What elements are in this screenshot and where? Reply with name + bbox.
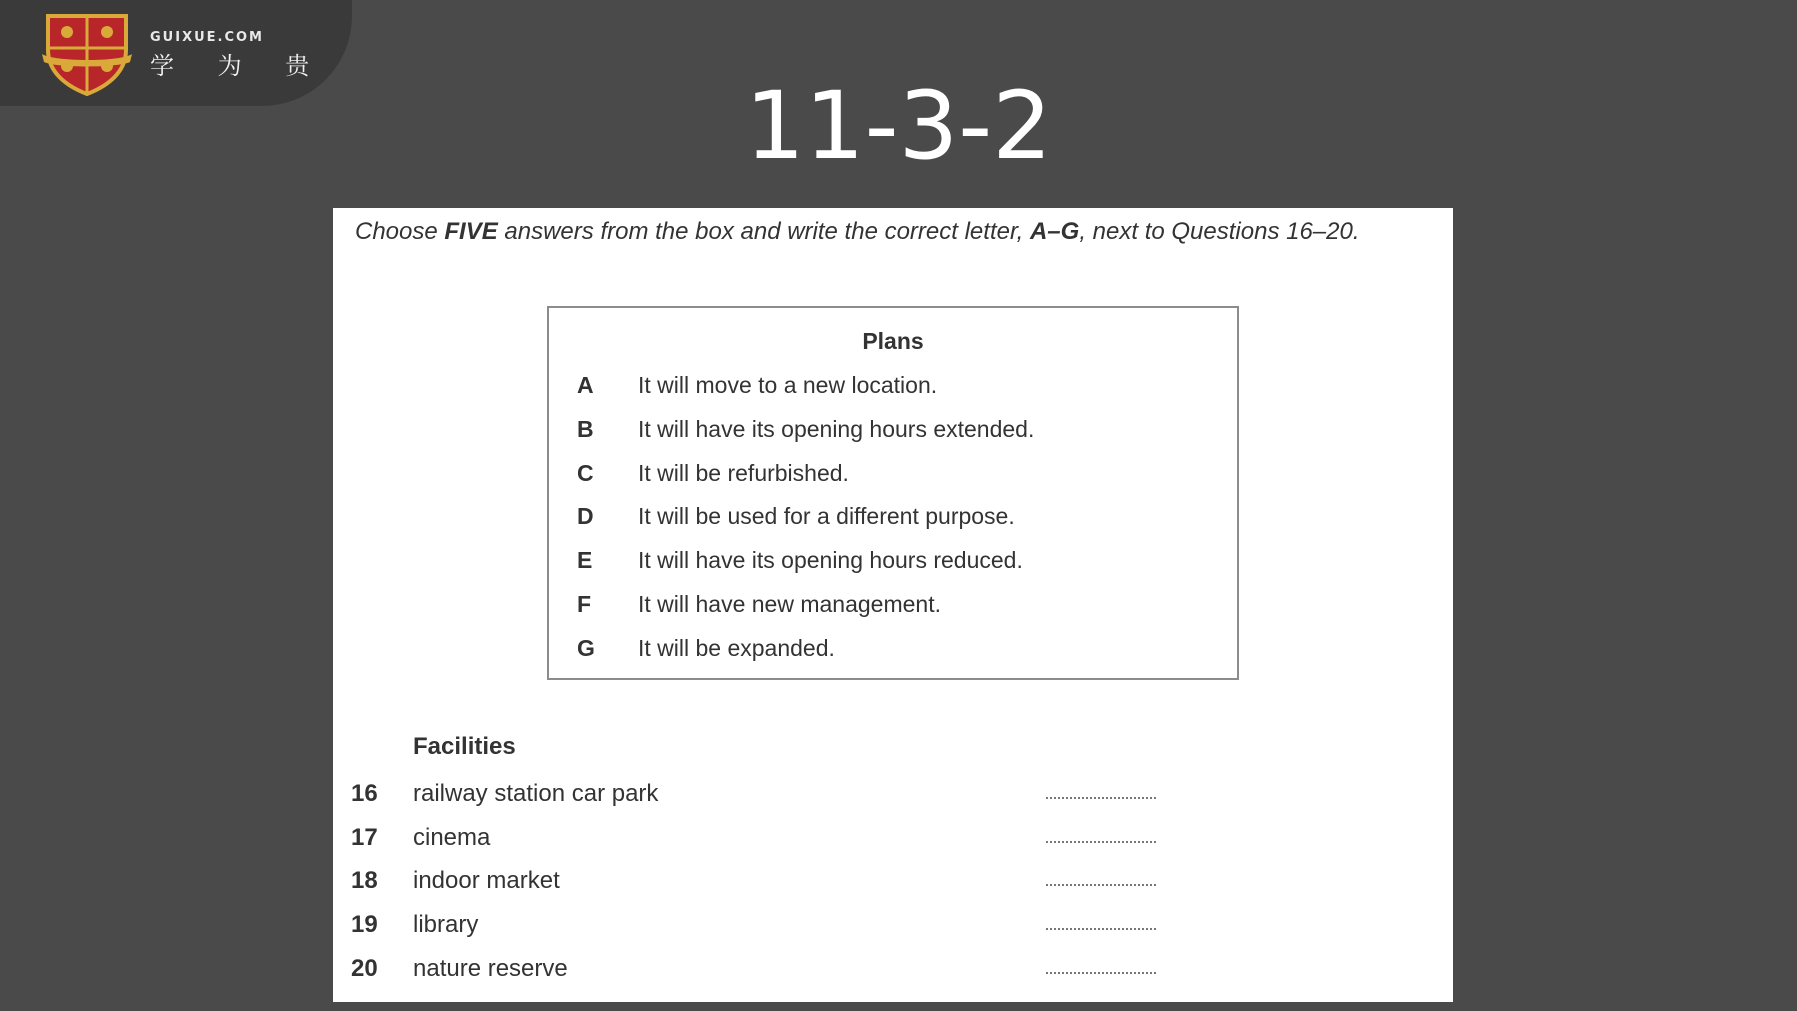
plan-option-a xyxy=(577,370,937,400)
instruction-suffix: , next to Questions 16–20. xyxy=(1079,218,1360,245)
instruction-range: A–G xyxy=(1029,218,1080,245)
plan-letter: B xyxy=(577,416,594,442)
plan-option-f xyxy=(577,589,941,619)
slide-title: 11-3-2 xyxy=(744,72,1053,181)
instruction-prefix: Choose xyxy=(355,218,445,245)
answer-blank-16[interactable] xyxy=(1046,797,1156,799)
facility-label: cinema xyxy=(413,824,491,851)
facility-label: indoor market xyxy=(413,867,560,894)
question-number: 20 xyxy=(351,955,378,982)
plan-option-c xyxy=(577,458,849,488)
facility-label: nature reserve xyxy=(413,955,568,982)
instruction-five: FIVE xyxy=(444,218,498,245)
logo-domain-text: GUIXUE.COM xyxy=(150,30,264,45)
plan-text: It will have its opening hours extended. xyxy=(638,416,1035,442)
plans-box xyxy=(547,306,1239,680)
answer-blank-19[interactable] xyxy=(1046,928,1156,930)
plan-text: It will have new management. xyxy=(638,591,941,617)
question-number: 16 xyxy=(351,780,378,807)
plan-letter: C xyxy=(577,460,594,486)
plan-letter: G xyxy=(577,635,595,661)
plan-letter: D xyxy=(577,503,594,529)
plan-option-e xyxy=(577,545,1023,575)
plan-text: It will move to a new location. xyxy=(638,372,938,398)
plan-letter: A xyxy=(577,372,594,398)
facilities-heading: Facilities xyxy=(413,733,516,760)
plan-text: It will be refurbished. xyxy=(638,460,849,486)
logo-chinese-text: 学 为 贵 xyxy=(150,52,328,80)
question-number: 17 xyxy=(351,824,378,851)
facility-label: library xyxy=(413,911,479,938)
plans-title: Plans xyxy=(862,328,924,354)
plan-letter: F xyxy=(577,591,592,617)
plan-text: It will be expanded. xyxy=(638,635,835,661)
question-number: 19 xyxy=(351,911,378,938)
plan-text: It will have its opening hours reduced. xyxy=(638,547,1023,573)
instruction-middle: answers from the box and write the correct letter, xyxy=(497,218,1030,245)
answer-blank-17[interactable] xyxy=(1046,841,1156,843)
instruction-text xyxy=(355,217,1435,246)
plan-letter: E xyxy=(577,547,593,573)
answer-blank-18[interactable] xyxy=(1046,884,1156,886)
plan-option-d xyxy=(577,501,1015,531)
plan-text: It will be used for a different purpose. xyxy=(638,503,1015,529)
plan-option-g xyxy=(577,633,835,663)
answer-blank-20[interactable] xyxy=(1046,972,1156,974)
facility-label: railway station car park xyxy=(413,780,659,807)
question-number: 18 xyxy=(351,867,378,894)
question-sheet xyxy=(333,208,1453,1002)
plan-option-b xyxy=(577,414,1034,444)
